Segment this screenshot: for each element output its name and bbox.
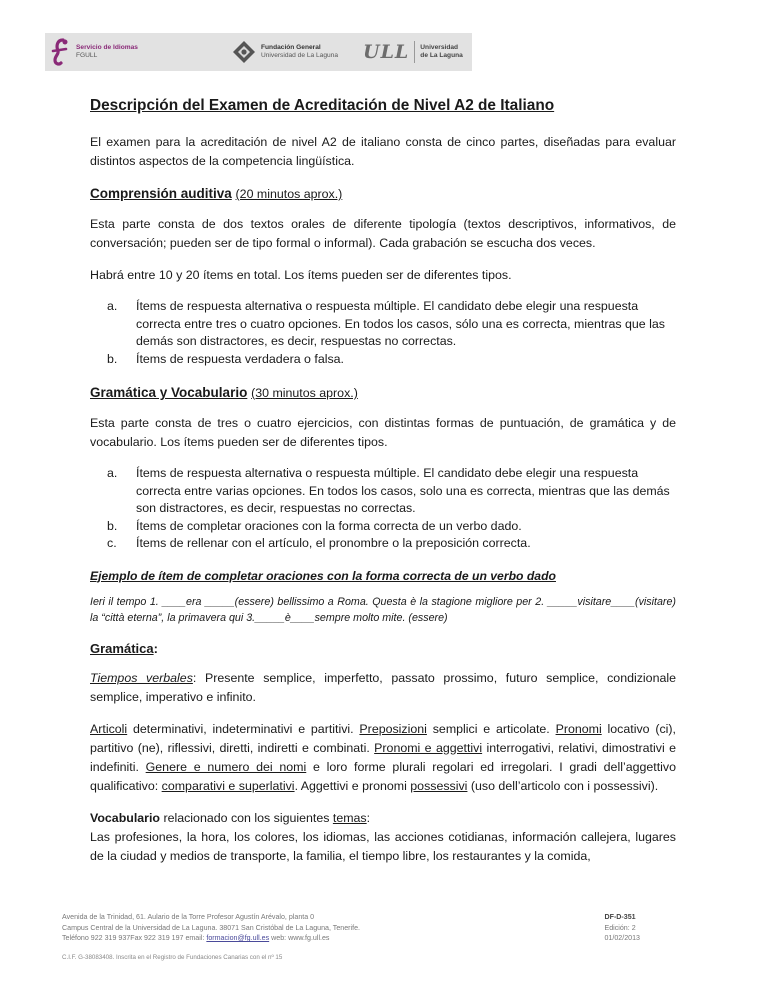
- list-marker: b.: [107, 351, 118, 366]
- list-marker: b.: [107, 518, 118, 533]
- topic-pronomi-aggettivi: Pronomi e aggettivi: [374, 740, 483, 755]
- list-item: [107, 351, 676, 369]
- ull-logo-mark: ULL: [363, 41, 410, 63]
- tiempos-verbales-paragraph: [90, 669, 676, 707]
- topic-pronomi: Pronomi: [555, 721, 602, 736]
- topic-possessivi: possessivi: [410, 778, 468, 793]
- topic-comparativi: comparativi e superlativi: [161, 778, 295, 793]
- topic-preposizioni: Preposizioni: [359, 721, 427, 736]
- footer-phone: Teléfono 922 319 937Fax 922 319 197 email:: [62, 934, 207, 942]
- document-code: DF-D-351: [604, 913, 636, 921]
- logo-line: Universidad: [420, 44, 459, 51]
- footer-address-line: Avenida de la Trinidad, 61. Aulario de la Torre Profesor Agustín Arévalo, planta 0: [62, 913, 315, 921]
- vocabulary-topics: Las profesiones, la hora, los colores, los idiomas, las acciones cotidianas, información callejera, lugares de la ciudad y medios de transporte, la familia, el tiempo libre, los restaurantes y la comida,: [90, 829, 676, 863]
- header-logo-band: [45, 33, 472, 71]
- footer-cif: C.I.F. G-38083408. Inscrita en el Registro de Fundaciones Canarias con el nº 15: [62, 953, 283, 961]
- tiempos-verbales-text: : Presente semplice, imperfetto, passato prossimo, futuro semplice, condizionale semplice, imperativo e infinito.: [90, 670, 676, 704]
- section-duration: (30 minutos aprox.): [251, 386, 358, 400]
- section-heading-grammar-vocab: [90, 383, 676, 403]
- ull-logo-divider: [414, 41, 415, 63]
- document-date: 01/02/2013: [604, 934, 640, 942]
- logo-line: Servicio de Idiomas: [76, 44, 138, 51]
- listening-paragraph: Esta parte consta de dos textos orales de diferente tipología (textos descriptivos, informativos, de conversación; pueden ser de tipo formal o informal). Cada grabación se escucha dos veces.: [90, 217, 676, 250]
- ull-logo-text: [420, 44, 463, 60]
- tiempos-verbales-label: Tiempos verbales: [90, 670, 193, 685]
- grammar-heading-colon: :: [153, 640, 158, 656]
- footer-email-link[interactable]: formacion@fg.ull.es: [206, 934, 270, 942]
- topic-text: . Aggettivi e pronomi: [294, 778, 411, 793]
- fundacion-emblem-icon: [232, 40, 256, 64]
- list-marker: a.: [107, 466, 118, 480]
- topic-genere-numero: Genere e numero dei nomi: [145, 759, 307, 774]
- vocabulary-text: relacionado con los siguientes: [160, 810, 333, 825]
- grammar-topics-paragraph: [90, 720, 676, 796]
- fgull-logo-text: [76, 44, 138, 60]
- topic-text: determinativi, indeterminativi e partitivi.: [127, 721, 360, 736]
- list-item: [107, 298, 676, 351]
- example-text: Ieri il tempo 1. ____era _____(essere) bellissimo a Roma. Questa è la stagione migliore per 2. _____visitare____(visitare) la “città eterna”, la primavera qui 3._____è____sempre molto mite. (essere): [90, 595, 676, 624]
- topic-text: locativo (ci), partitivo (ne), riflessivi, diretti, indiretti e combinati.: [90, 721, 676, 755]
- example-heading: Ejemplo de ítem de completar oraciones con la forma correcta de un verbo dado: [90, 568, 556, 583]
- list-marker: a.: [107, 299, 118, 313]
- fundacion-logo-text: [261, 44, 338, 60]
- topic-text: e loro forme plurali regolari ed irregolari. I gradi dell’aggettivo qualificativo:: [90, 759, 676, 793]
- topic-text: interrogativi, relativi, dimostrativi e indefiniti.: [90, 740, 676, 774]
- logo-line: Fundación General: [261, 44, 321, 51]
- listening-items-paragraph: Habrá entre 10 y 20 ítems en total. Los ítems pueden ser de diferentes tipos.: [90, 268, 512, 282]
- vocabulary-colon: :: [366, 810, 371, 825]
- list-item-text: Ítems de respuesta alternativa o respuesta múltiple. El candidato debe elegir una respuesta correcta entre tres o cuatro opciones. En todos los casos, sólo una es correcta, mientras que las demás son distractores, es decir, respuestas no correctas.: [136, 299, 665, 348]
- vocabulary-temas: temas: [332, 810, 367, 825]
- logo-line: Universidad de La Laguna: [261, 52, 338, 59]
- fgull-logo-icon: [49, 37, 71, 67]
- logo-line: de La Laguna: [420, 52, 463, 59]
- vocabulary-label: Vocabulario: [90, 810, 160, 825]
- grammar-heading-label: Gramática: [90, 640, 154, 656]
- logo-line: FGULL: [76, 52, 98, 59]
- intro-paragraph: El examen para la acreditación de nivel A2 de italiano consta de cinco partes, diseñadas para evaluar distintos aspectos de la competencia lingüística.: [90, 135, 676, 168]
- topic-articoli: Articoli: [90, 721, 128, 736]
- footer-address-line: Campus Central de la Universidad de La Laguna. 38071 San Cristóbal de La Laguna, Tenerife.: [62, 923, 361, 932]
- section-duration: (20 minutos aprox.): [235, 187, 343, 201]
- listening-item-list: [90, 298, 676, 368]
- list-item-text: Ítems de respuesta verdadera o falsa.: [136, 351, 345, 366]
- topic-text: semplici e articolate.: [426, 721, 556, 736]
- section-title: Gramática y Vocabulario: [90, 385, 248, 400]
- fundacion-logo: [232, 33, 338, 71]
- footer-web: web: www.fg.ull.es: [269, 934, 330, 942]
- list-item: [107, 465, 676, 518]
- list-item: [107, 518, 676, 536]
- ull-logo: [363, 33, 463, 71]
- list-item-text: Ítems de completar oraciones con la forma correcta de un verbo dado.: [136, 518, 522, 533]
- vocabulary-intro: [90, 809, 676, 828]
- section-title: Comprensión auditiva: [90, 186, 232, 201]
- grammar-heading: [90, 639, 676, 658]
- grammar-vocab-paragraph: Esta parte consta de tres o cuatro ejercicios, con distintas formas de puntuación, de gramática y de vocabulario. Los ítems pueden ser de diferentes tipos.: [90, 416, 676, 449]
- footer-document-meta: [604, 912, 640, 944]
- section-heading-listening: [90, 184, 676, 204]
- list-item: [107, 535, 676, 553]
- page-footer: [62, 912, 702, 963]
- grammar-vocab-item-list: [90, 465, 676, 553]
- document-body: [90, 96, 676, 866]
- page-title: Descripción del Examen de Acreditación de Nivel A2 de Italiano: [90, 97, 555, 114]
- list-marker: c.: [107, 536, 117, 550]
- document-edition: Edición: 2: [604, 923, 636, 932]
- topic-text: (uso dell’articolo con i possessivi).: [467, 778, 659, 793]
- list-item-text: Ítems de rellenar con el artículo, el pronombre o la preposición correcta.: [136, 536, 531, 550]
- fgull-logo: [49, 33, 138, 71]
- list-item-text: Ítems de respuesta alternativa o respuesta múltiple. El candidato debe elegir una respuesta correcta entre varias opciones. En todos los casos, solo una es correcta, mientras que las demás son distractores, es decir, respuestas no correctas.: [136, 466, 670, 515]
